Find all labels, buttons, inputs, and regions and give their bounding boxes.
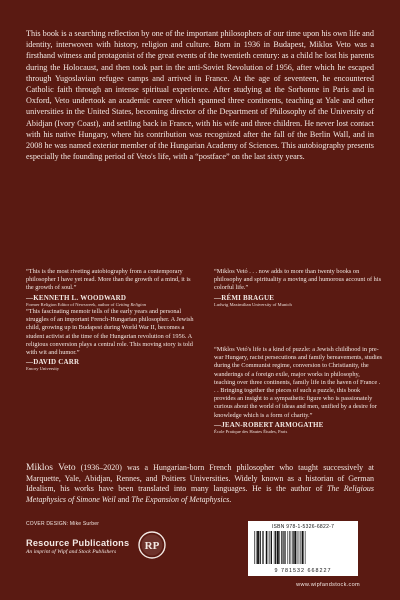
- cover-design-credit: COVER DESIGN: Mike Surber: [26, 521, 100, 527]
- bio-text: and: [115, 494, 132, 504]
- review-quote: “Miklos Vetó . . . now adds to more than twenty books on philosophy and spirituality a moving and humorous account of his colorful life.”: [214, 268, 382, 292]
- back-cover-blurb: This book is a searching reflection by one of the important philosophers of our time upon his own life and identity, interwoven with history, religion and culture. Born in 1936 in Budapest, Miklos Veto was a firsthand witness and protagonist of the great events of the twentieth century: as a child he lost his parents during the Holocaust, and then took part in the anti-Soviet Revolution of 1956, after which he escaped through Yugoslavian refugee camps and arrived in France. At the age of seventeen, he encountered Catholic faith through an intense spiritual experience. After studying at the Sorbonne in Paris and in Oxford, Veto undertook an academic career which spanned three continents, teaching at Yale and other universities in the United States, becoming director of the Department of Philosophy of the University of Abidjan (Ivory Coast), and settling back in France, with his wife and three children. He never lost contact with his native Hungary, where his contribution was recognized after the fall of the Berlin Wall, and in 2008 he was named exterior member of the Hungarian Academy of Sciences. This autobiography presents especially the founding period of Veto's life, with a “postface” on the last sixty years.: [26, 29, 374, 162]
- barcode-digits: 9 781532 668227: [274, 568, 332, 574]
- review-author: —RÉMI BRAGUE: [214, 293, 275, 302]
- review-quote: “Miklos Vetó's life is a kind of puzzle: a Jewish childhood in pre-war Hungary, racist persecutions and family bereavements, studies during the Communist regime, conversion to Christianity, the wanderings of a foreign exile, major works in philosophy, teaching over three continents, family life in the haven of France . . . Bringing together the pieces of such a puzzle, this book provides an insight to a sympathetic figure who is passionately curious about the world of ideas and men, unified by a desire for knowledge which is a form of charity.”: [214, 346, 382, 419]
- affiliation-book-title: Getting Religion: [115, 301, 147, 307]
- barcode-bars-icon: [254, 531, 352, 564]
- book-title: The Religious Metaphysics of Simone Weil: [26, 484, 375, 504]
- review-affiliation: Emory University: [26, 366, 60, 372]
- publisher-block: [26, 538, 129, 555]
- imprint-text: An imprint of: [26, 549, 58, 555]
- review-affiliation: École Pratique des Hautes Études, Paris: [214, 428, 288, 434]
- author-bio: [26, 463, 374, 505]
- review-author: —JEAN-ROBERT ARMOGATHE: [214, 420, 324, 429]
- review-affiliation: [26, 302, 194, 308]
- review-carr: [26, 308, 194, 372]
- publisher-logo-icon: [138, 531, 166, 559]
- review-armogathe: [214, 346, 382, 435]
- publisher-website: www.wipfandstock.com: [296, 582, 360, 588]
- review-author: —DAVID CARR: [26, 358, 80, 367]
- publisher-imprint: [26, 549, 129, 555]
- bio-text: (1936–2020) was a Hungarian-born French philosopher who taught successively at Marquette, Yale, Abidjan, Rennes, and Poitiers Universities. Widely known as a historian of German Idealism, his works have been translated into many languages. He is the author of: [26, 463, 374, 494]
- publisher-name: Resource Publications: [26, 538, 130, 548]
- author-name: Miklos Veto: [26, 463, 76, 473]
- review-quote: “This fascinating memoir tells of the early years and personal struggles of an important French-Hungarian philosopher. A Jewish child, growing up in Budapest during World War II, becomes a student activist at the time of the Hungarian revolution of 1956. A religious conversion plays a central role. This moving story is told with wit and humor.”: [26, 308, 194, 357]
- review-author: —KENNETH L. WOODWARD: [26, 293, 127, 302]
- review-brague: [214, 268, 382, 308]
- isbn-label: ISBN 978-1-5326-6822-7: [271, 524, 335, 530]
- book-title: The Expansion of Metaphysics: [131, 494, 230, 504]
- barcode: [248, 521, 358, 576]
- imprint-parent: Wipf and Stock Publishers: [57, 549, 117, 555]
- affiliation-text: Former Religion Editor of Newsweek, author of: [26, 301, 116, 307]
- logo-letters: RP: [144, 540, 160, 552]
- review-affiliation: Ludwig Maximilian University of Munich: [214, 301, 292, 307]
- review-woodward: [26, 268, 194, 308]
- endorsements: [26, 268, 382, 450]
- review-quote: “This is the most riveting autobiography from a contemporary philosopher I have yet read. More than the growth of a mind, it is the growth of soul.”: [26, 268, 191, 292]
- bio-text: .: [229, 494, 232, 504]
